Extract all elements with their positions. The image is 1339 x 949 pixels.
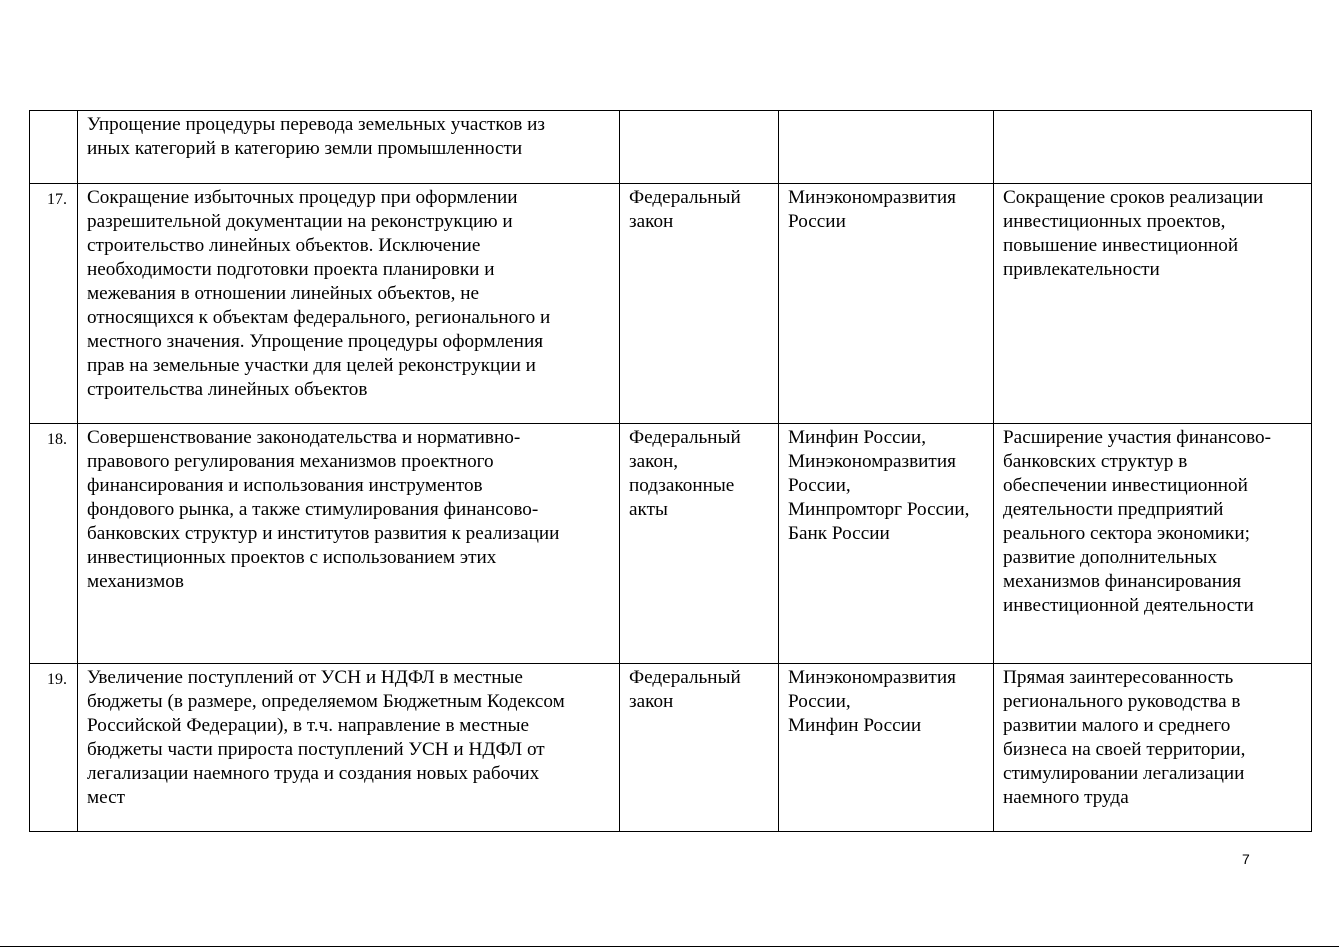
row-number: 18. [30, 424, 78, 664]
row-number [30, 111, 78, 184]
responsible-cell: Минфин России, Минэкономразвития России, Минпромторг России, Банк России [779, 424, 994, 664]
bottom-divider [0, 946, 1339, 947]
row-number: 19. [30, 664, 78, 832]
responsible-cell: Минэкономразвития России [779, 184, 994, 424]
measure-cell: Сокращение избыточных процедур при оформлении разрешительной документации на реконструкцию и строительство линейных объектов. Исключение необходимости подготовки проекта планировки и межевания в отношении линейных объектов, не относящихся к объектам федерального, регионального и местного значения. Упрощение процедуры оформления прав на земельные участки для целей реконструкции и строительства линейных объектов [78, 184, 620, 424]
act-type-cell: Федеральный закон [620, 664, 779, 832]
row-number: 17. [30, 184, 78, 424]
measures-table [29, 110, 1312, 832]
act-type-cell: Федеральный закон, подзаконные акты [620, 424, 779, 664]
measure-cell: Упрощение процедуры перевода земельных участков из иных категорий в категорию земли промышленности [78, 111, 620, 184]
table-row [30, 184, 1312, 424]
measure-cell: Совершенствование законодательства и нормативно- правового регулирования механизмов проектного финансирования и использования инструментов фондового рынка, а также стимулирования финансово- банковских структур и институтов развития к реализации инвестиционных проектов с использованием этих механизмов [78, 424, 620, 664]
table-row [30, 664, 1312, 832]
page-number: 7 [1242, 851, 1250, 867]
table-row [30, 111, 1312, 184]
responsible-cell [779, 111, 994, 184]
responsible-cell: Минэкономразвития России, Минфин России [779, 664, 994, 832]
result-cell: Прямая заинтересованность регионального руководства в развитии малого и среднего бизнеса на своей территории, стимулировании легализации наемного труда [994, 664, 1312, 832]
act-type-cell: Федеральный закон [620, 184, 779, 424]
act-type-cell [620, 111, 779, 184]
table-row [30, 424, 1312, 664]
result-cell: Расширение участия финансово- банковских структур в обеспечении инвестиционной деятельности предприятий реального сектора экономики; развитие дополнительных механизмов финансирования инвестиционной деятельности [994, 424, 1312, 664]
measure-cell: Увеличение поступлений от УСН и НДФЛ в местные бюджеты (в размере, определяемом Бюджетным Кодексом Российской Федерации), в т.ч. направление в местные бюджеты части прироста поступлений УСН и НДФЛ от легализации наемного труда и создания новых рабочих мест [78, 664, 620, 832]
result-cell: Сокращение сроков реализации инвестиционных проектов, повышение инвестиционной привлекательности [994, 184, 1312, 424]
result-cell [994, 111, 1312, 184]
